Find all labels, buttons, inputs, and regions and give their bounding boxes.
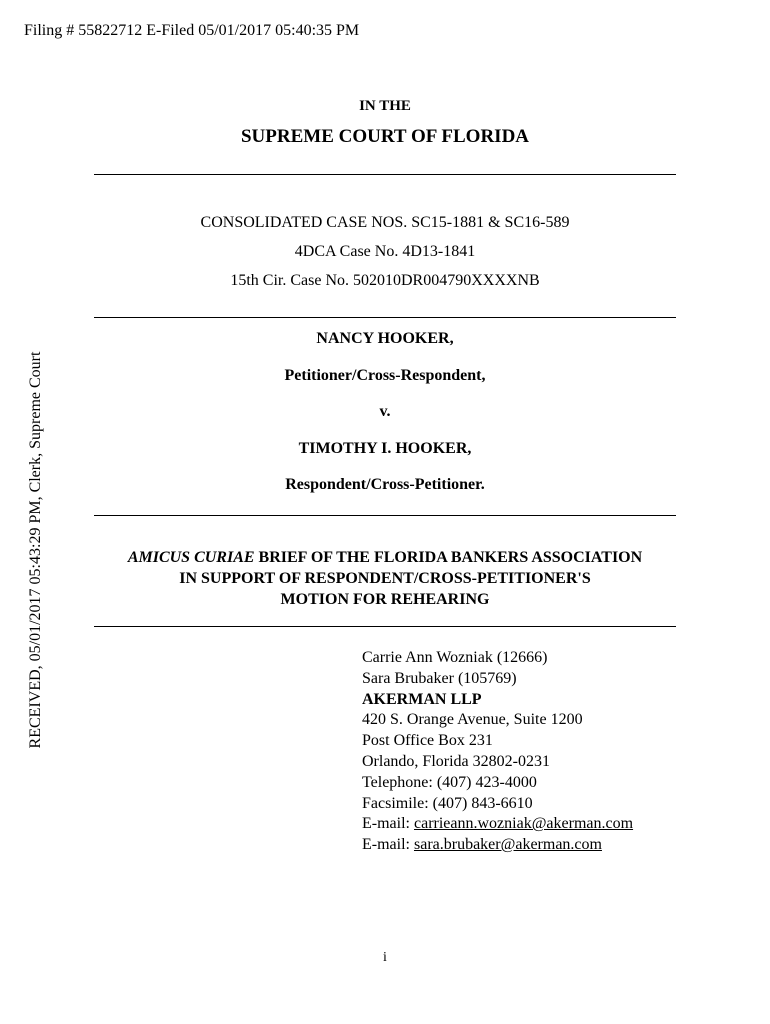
brief-title-line-3: MOTION FOR REHEARING [280,591,490,608]
petitioner-name: NANCY HOOKER, [316,330,454,347]
petitioner-role: Petitioner/Cross-Respondent, [284,367,486,384]
consolidated-case-numbers: CONSOLIDATED CASE NOS. SC15-1881 & SC16-589 [200,214,570,231]
address-line-3: Orlando, Florida 32802-0231 [362,752,550,770]
email-label: E-mail: [362,836,414,854]
respondent-role: Respondent/Cross-Petitioner. [285,476,485,493]
received-stamp: RECEIVED, 05/01/2017 05:43:29 PM, Clerk, Supreme Court [27,351,44,749]
page-number: i [383,950,387,965]
counsel-block [362,648,633,856]
attorney-1: Carrie Ann Wozniak (12666) [362,649,548,666]
address-line-2: Post Office Box 231 [362,732,493,750]
brief-title-line-2: IN SUPPORT OF RESPONDENT/CROSS-PETITIONER'S [179,570,591,587]
telephone: Telephone: (407) 423-4000 [362,773,537,791]
dca-case-number: 4DCA Case No. 4D13-1841 [294,243,476,260]
email-link-brubaker[interactable]: sara.brubaker@akerman.com [413,836,602,854]
email-link-wozniak[interactable]: carrieann.wozniak@akerman.com [413,815,634,833]
email-row-2 [362,835,633,856]
firm-name: AKERMAN LLP [362,690,482,708]
circuit-case-number: 15th Cir. Case No. 502010DR004790XXXXNB [230,272,540,289]
respondent-name: TIMOTHY I. HOOKER, [298,440,472,457]
attorney-2: Sara Brubaker (105769) [362,669,517,687]
divider-rule [94,626,676,627]
filing-stamp: Filing # 55822712 E-Filed 05/01/2017 05:40:35 PM [24,22,360,39]
court-name: SUPREME COURT OF FLORIDA [240,126,530,147]
versus: v. [379,403,391,420]
court-prefix: IN THE [359,98,411,114]
brief-title-line-1 [0,547,770,568]
divider-rule [94,174,676,175]
facsimile: Facsimile: (407) 843-6610 [362,794,533,812]
address-line-1: 420 S. Orange Avenue, Suite 1200 [362,711,583,729]
email-row-1 [362,814,633,835]
divider-rule [94,317,676,318]
email-label: E-mail: [362,815,414,833]
brief-title [0,547,770,610]
brief-title-line-1-rest: BRIEF OF THE FLORIDA BANKERS ASSOCIATION [254,549,643,566]
divider-rule [94,515,676,516]
brief-title-italic: AMICUS CURIAE [127,549,255,566]
